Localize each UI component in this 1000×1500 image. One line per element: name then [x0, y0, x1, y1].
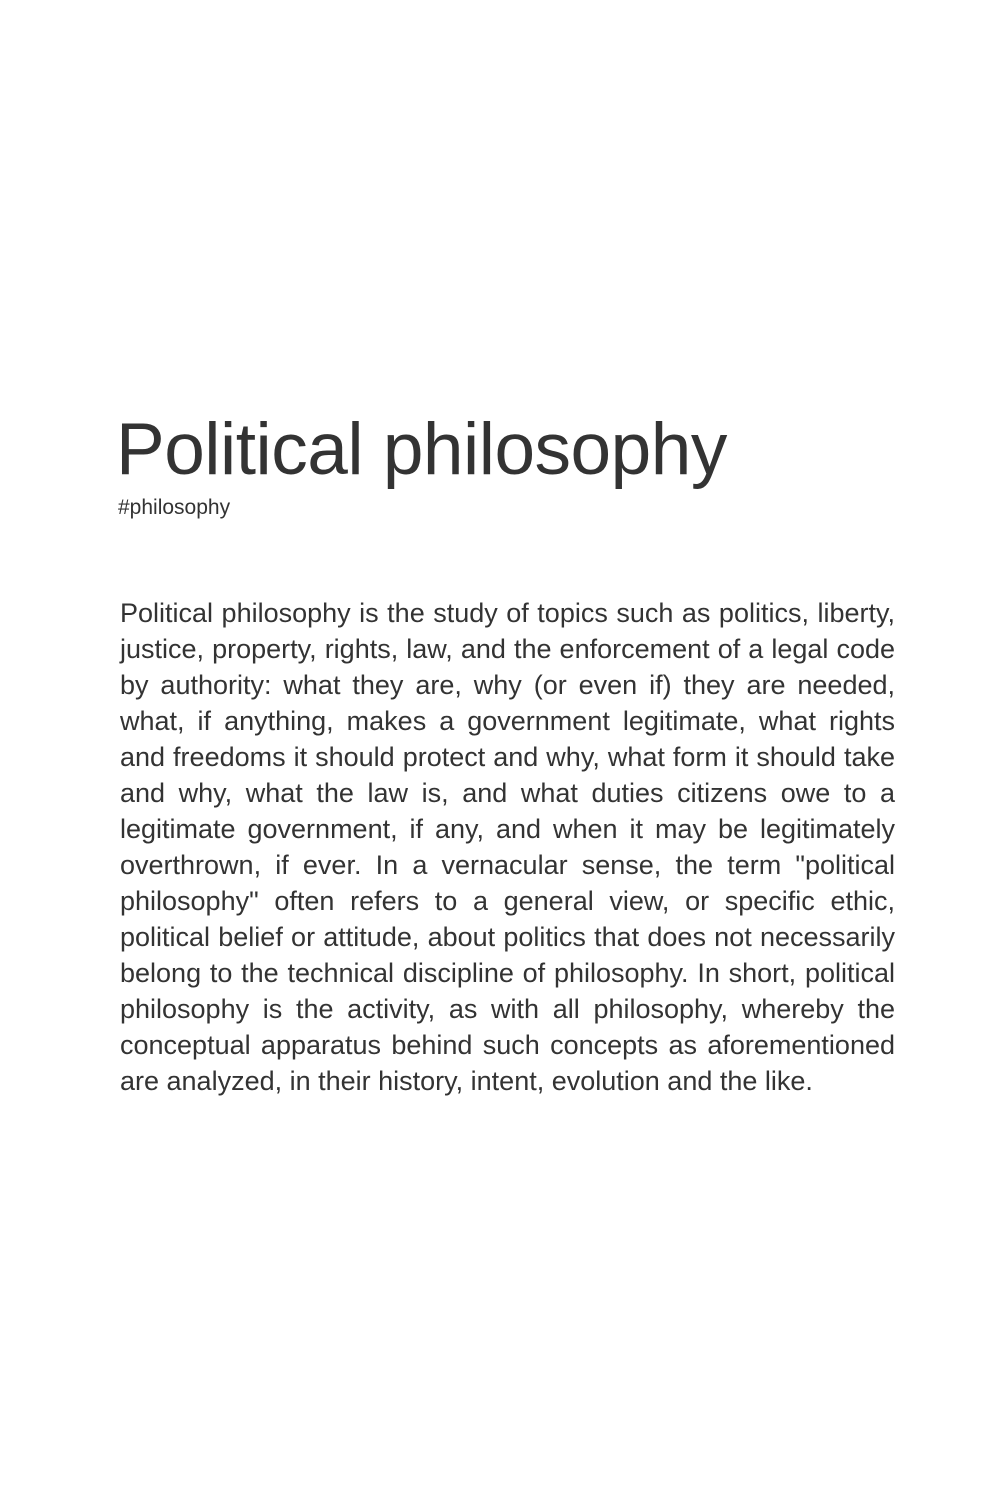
body-paragraph: Political philosophy is the study of topics such as politics, liberty, justice, property, rights, law, and the enforcement of a legal code by authority: what they are, why (or even if) they are needed, what, if anything, makes a government legitimate, what rights and freedoms it should protect and why, what form it should take and why, what the law is, and what duties citizens owe to a legitimate government, if any, and when it may be legitimately overthrown, if ever. In a vernacular sense, the term "political philosophy" often refers to a general view, or specific ethic, political belief or attitude, about politics that does not necessarily belong to the technical discipline of philosophy. In short, political philosophy is the activity, as with all philosophy, whereby the conceptual apparatus behind such concepts as aforementioned are analyzed, in their history, intent, evolution and the like.	[120, 598, 895, 1096]
hashtag: #philosophy	[118, 496, 231, 519]
page-title: Political philosophy	[116, 409, 727, 490]
